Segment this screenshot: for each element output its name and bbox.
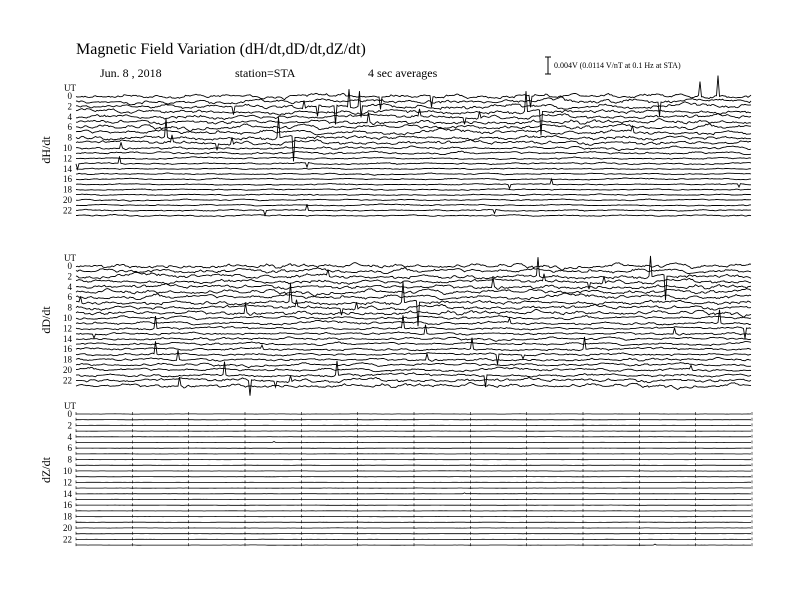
panel-dD-dt	[39, 253, 751, 396]
ut-tick-label: 8	[67, 454, 72, 465]
trace-hour-13	[76, 325, 751, 338]
ut-axis-label: UT	[64, 253, 76, 263]
trace-hour-9	[76, 135, 751, 150]
ut-axis-label: UT	[64, 401, 76, 411]
trace-hour-17	[76, 179, 751, 189]
ut-tick-label: 12	[63, 323, 72, 334]
trace-hour-18	[76, 189, 751, 191]
trace-hour-16	[76, 178, 751, 180]
panel-label: dZ/dt	[39, 457, 53, 483]
panel-label: dD/dt	[39, 306, 53, 334]
trace-hour-8	[76, 117, 751, 161]
scale-bar	[545, 57, 681, 74]
trace-hour-6	[76, 293, 751, 300]
ut-tick-label: 4	[67, 111, 72, 122]
trace-hour-20	[76, 365, 751, 372]
ut-tick-label: 20	[63, 195, 72, 205]
trace-hour-15	[76, 342, 751, 346]
ut-tick-label: 8	[67, 132, 72, 143]
ut-tick-label: 20	[63, 365, 72, 375]
trace-hour-23	[76, 544, 751, 545]
ut-tick-label: 14	[63, 163, 72, 174]
station-label: station=STA	[235, 66, 296, 80]
ut-tick-label: 10	[63, 466, 72, 476]
trace-hour-21	[76, 204, 751, 206]
ut-tick-label: 10	[63, 143, 72, 153]
ut-tick-label: 20	[63, 523, 72, 533]
ut-tick-label: 2	[67, 101, 72, 112]
trace-hour-12	[76, 157, 751, 160]
ut-tick-label: 12	[63, 153, 72, 164]
panels	[39, 76, 752, 547]
ut-tick-label: 6	[67, 292, 72, 303]
ut-tick-label: 14	[63, 333, 72, 344]
trace-hour-11	[76, 151, 751, 155]
trace-hour-9	[76, 303, 751, 317]
ut-tick-label: 4	[67, 281, 72, 292]
ut-tick-label: 16	[63, 174, 72, 185]
trace-hour-19	[76, 194, 751, 196]
panel-dH-dt	[39, 76, 751, 217]
trace-hour-5	[76, 113, 751, 125]
trace-hour-5	[76, 289, 751, 297]
ut-tick-label: 18	[63, 511, 72, 522]
panel-label: dH/dt	[39, 136, 53, 164]
ut-tick-label: 22	[63, 205, 72, 216]
ut-tick-label: 16	[63, 344, 72, 355]
trace-hour-5	[76, 442, 751, 443]
ut-tick-label: 10	[63, 313, 72, 323]
ut-tick-label: 0	[67, 409, 72, 419]
trace-hour-14	[76, 168, 751, 169]
ut-tick-label: 2	[67, 271, 72, 282]
ut-tick-label: 12	[63, 477, 72, 488]
date-label: Jun. 8 , 2018	[100, 66, 162, 80]
panel-dZ-dt	[39, 401, 752, 546]
ut-tick-label: 14	[63, 488, 72, 499]
ut-tick-label: 22	[63, 375, 72, 386]
trace-hour-18	[76, 350, 751, 361]
trace-hour-6	[76, 124, 751, 132]
trace-hour-23	[76, 214, 751, 216]
chart-title: Magnetic Field Variation (dH/dt,dD/dt,dZ/dt)	[76, 41, 366, 58]
ut-tick-label: 18	[63, 184, 72, 195]
trace-hour-0	[76, 76, 751, 110]
ut-tick-label: 0	[67, 261, 72, 271]
ut-tick-label: 0	[67, 91, 72, 101]
ut-tick-label: 2	[67, 420, 72, 431]
scale-bar-label: 0.004V (0.0114 V/nT at 0.1 Hz at STA)	[554, 61, 681, 70]
trace-hour-15	[76, 173, 751, 175]
trace-hour-2	[76, 89, 751, 124]
trace-hour-19	[76, 363, 751, 368]
trace-hour-20	[76, 199, 751, 201]
ut-tick-label: 6	[67, 443, 72, 454]
trace-hour-14	[76, 493, 751, 494]
trace-hour-12	[76, 315, 751, 338]
ut-tick-label: 6	[67, 122, 72, 133]
trace-hour-7	[76, 126, 751, 136]
ut-axis-label: UT	[64, 83, 76, 93]
ut-tick-label: 18	[63, 354, 72, 365]
ut-tick-label: 16	[63, 500, 72, 511]
averaging-label: 4 sec averages	[368, 66, 438, 80]
trace-hour-10	[76, 316, 751, 320]
trace-hour-10	[76, 142, 751, 150]
ut-tick-label: 8	[67, 302, 72, 313]
trace-hour-14	[76, 337, 751, 342]
ut-tick-label: 22	[63, 534, 72, 545]
trace-hour-7	[76, 282, 751, 326]
ut-tick-label: 4	[67, 431, 72, 442]
